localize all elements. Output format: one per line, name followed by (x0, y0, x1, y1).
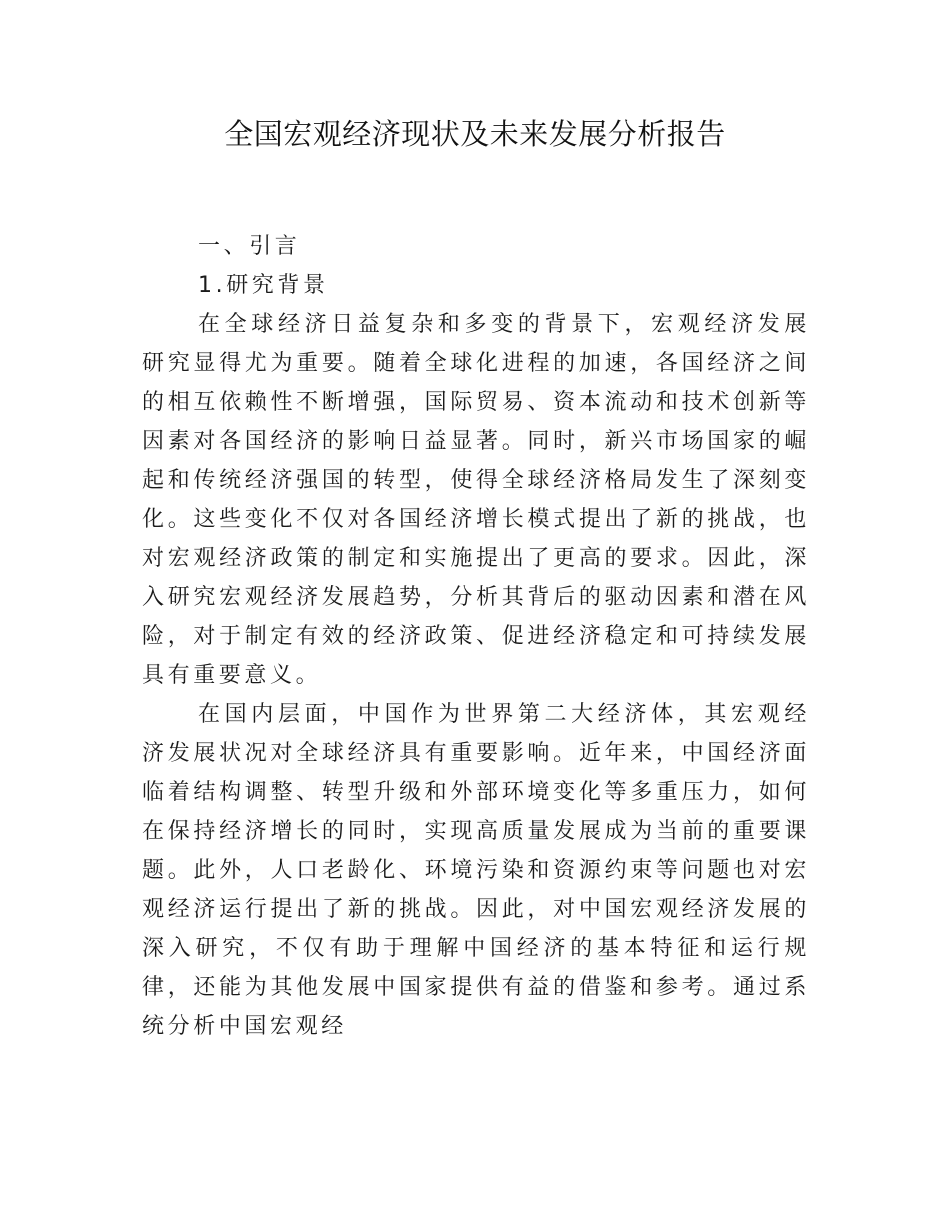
section-heading: 一、引言 (198, 234, 301, 259)
paragraph-1: 在全球经济日益复杂和多变的背景下，宏观经济发展研究显得尤为重要。随着全球化进程的加速，各国经济之间的相互依赖性不断增强，国际贸易、资本流动和技术创新等因素对各国经济的影响日益显著。同时，新兴市场国家的崛起和传统经济强国的转型，使得全球经济格局发生了深刻变化。这些变化不仅对各国经济增长模式提出了新的挑战，也对宏观经济政策的制定和实施提出了更高的要求。因此，深入研究宏观经济发展趋势，分析其背后的驱动因素和潜在风险，对于制定有效的经济政策、促进经济稳定和可持续发展具有重要意义。 (142, 312, 810, 688)
document-title: 全国宏观经济现状及未来发展分析报告 (224, 117, 726, 151)
subsection-heading: 1.研究背景 (198, 273, 329, 298)
paragraph-2: 在国内层面，中国作为世界第二大经济体，其宏观经济发展状况对全球经济具有重要影响。近年来，中国经济面临着结构调整、转型升级和外部环境变化等多重压力，如何在保持经济增长的同时，实现高质量发展成为当前的重要课题。此外，人口老龄化、环境污染和资源约束等问题也对宏观经济运行提出了新的挑战。因此，对中国宏观经济发展的深入研究，不仅有助于理解中国经济的基本特征和运行规律，还能为其他发展中国家提供有益的借鉴和参考。通过系统分析中国宏观经 (142, 702, 810, 1039)
document-body (142, 227, 810, 1046)
